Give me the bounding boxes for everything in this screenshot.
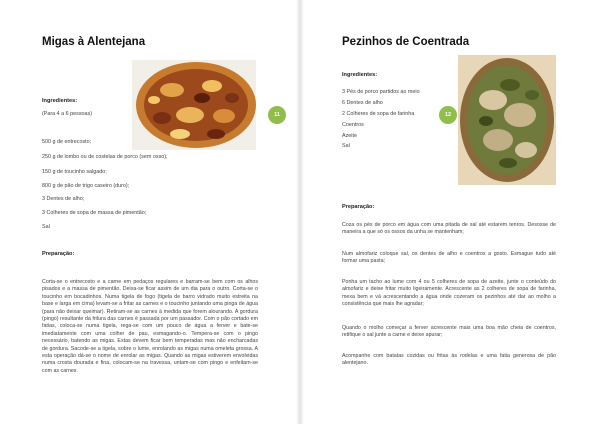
ingredient-item: 800 g de pão de trigo caseiro (duro);	[42, 183, 130, 189]
preparation-step: Num almofariz coloque sal, os dentes de alho e coentros a gosto. Esmague tudo até formar uma pasta;	[342, 251, 556, 265]
ingredient-item: 2 Colheres de sopa de farinha	[342, 111, 415, 117]
ingredient-item: Coentros	[342, 122, 364, 128]
pezinhos-photo	[458, 55, 556, 185]
ingredient-item: 250 g de lombo ou de costelas de porco (sem osso);	[42, 154, 168, 160]
ingredient-item: Sal	[42, 224, 50, 230]
page-number-badge: 12	[439, 106, 457, 124]
ingredients-heading: Ingredientes:	[342, 72, 378, 78]
ingredient-item: 6 Dentes de alho	[342, 100, 383, 106]
page-number-badge: 11	[268, 106, 286, 124]
recipe-title-migas: Migas à Alentejana	[42, 36, 146, 48]
ingredient-item: 500 g de entrecosto;	[42, 139, 92, 145]
preparation-step: Ponha um tacho ao lume com 4 ou 5 colheres de sopa de azeite, junte o conteúdo do almofariz e deixe fritar muito ligeiramente. Acrescente as 2 colheres de sopa de farinha, mexa bem e vá acrescentando a água onde cozeram os pezinhos até dar ao molho a consistência que mais lhe agradar;	[342, 279, 556, 308]
serving-size: (Para 4 a 6 pessoas)	[42, 111, 93, 117]
preparation-step: Quando o molho começar a ferver acrescente mais uma boa mão cheia de coentros, retifique o sal junte a carne e deixe apurar;	[342, 325, 556, 339]
recipe-title-pezinhos: Pezinhos de Coentrada	[342, 36, 470, 48]
migas-photo	[132, 60, 256, 150]
book-fold	[296, 0, 304, 424]
preparation-heading: Preparação:	[342, 204, 375, 210]
preparation-heading: Preparação:	[42, 251, 75, 257]
ingredient-item: 3 Dentes de alho;	[42, 196, 85, 202]
preparation-text: Corta-se o entrecosto e a carne em pedaços regulares e barram-se bem com os alhos pisados e a massa de pimentão. Deixa-se ficar assim de um dia para o outro. Corta-se o toucinho em bocadinhos. Numa tigela de fogo (tigela de barro vidrado muito estreita na base e larga em cima) levam-se a fritar as carnes e o toucinho juntando uma pinga de água (para não deixar queimar). Retiram-se as carnes à medida que forem alourando. A gordura (pingo) resultante da fritura das carnes é passada por um passador. Com o pão cortado em fatias, coloca-se numa tigela, rega-se com um pouco de água a ferver e bate-se imediatamente com uma colher de pau, esmagando-o. Tempera-se com o pingo necessário, batendo as migas. Estas devem ficar bem temperadas mas não encharcadas de gordura. Sacode-se a tigela, sobre o lume, enrolando as migas numa omeleta grossa. A esta operação dá-se o nome de enrolar as migas. Quando as migas estiverem envolvidas numa crosta dourada e fina, colocam-se na travessa, untam-se com pingo e enfeitam-se com as carnes.	[42, 279, 258, 374]
right-page	[300, 0, 600, 424]
ingredient-item: 150 g de toucinho salgado;	[42, 169, 107, 175]
ingredient-item: Sal	[342, 143, 350, 149]
ingredient-item: Azeite	[342, 133, 357, 139]
ingredients-heading: Ingredientes:	[42, 98, 78, 104]
preparation-step: Acompanhe com batatas cozidas ou fritas às rodelas e uma fatia generosa de pão alentejano.	[342, 353, 556, 367]
ingredient-item: 3 Pés de porco partidos ao meio	[342, 89, 420, 95]
preparation-step: Coza os pés de porco em água com uma pitada de sal até estarem tenros. Desosse de maneira a que só os ossos da unha se mantenham;	[342, 222, 556, 236]
ingredient-item: 3 Colheres de sopa de massa de pimentão;	[42, 210, 147, 216]
